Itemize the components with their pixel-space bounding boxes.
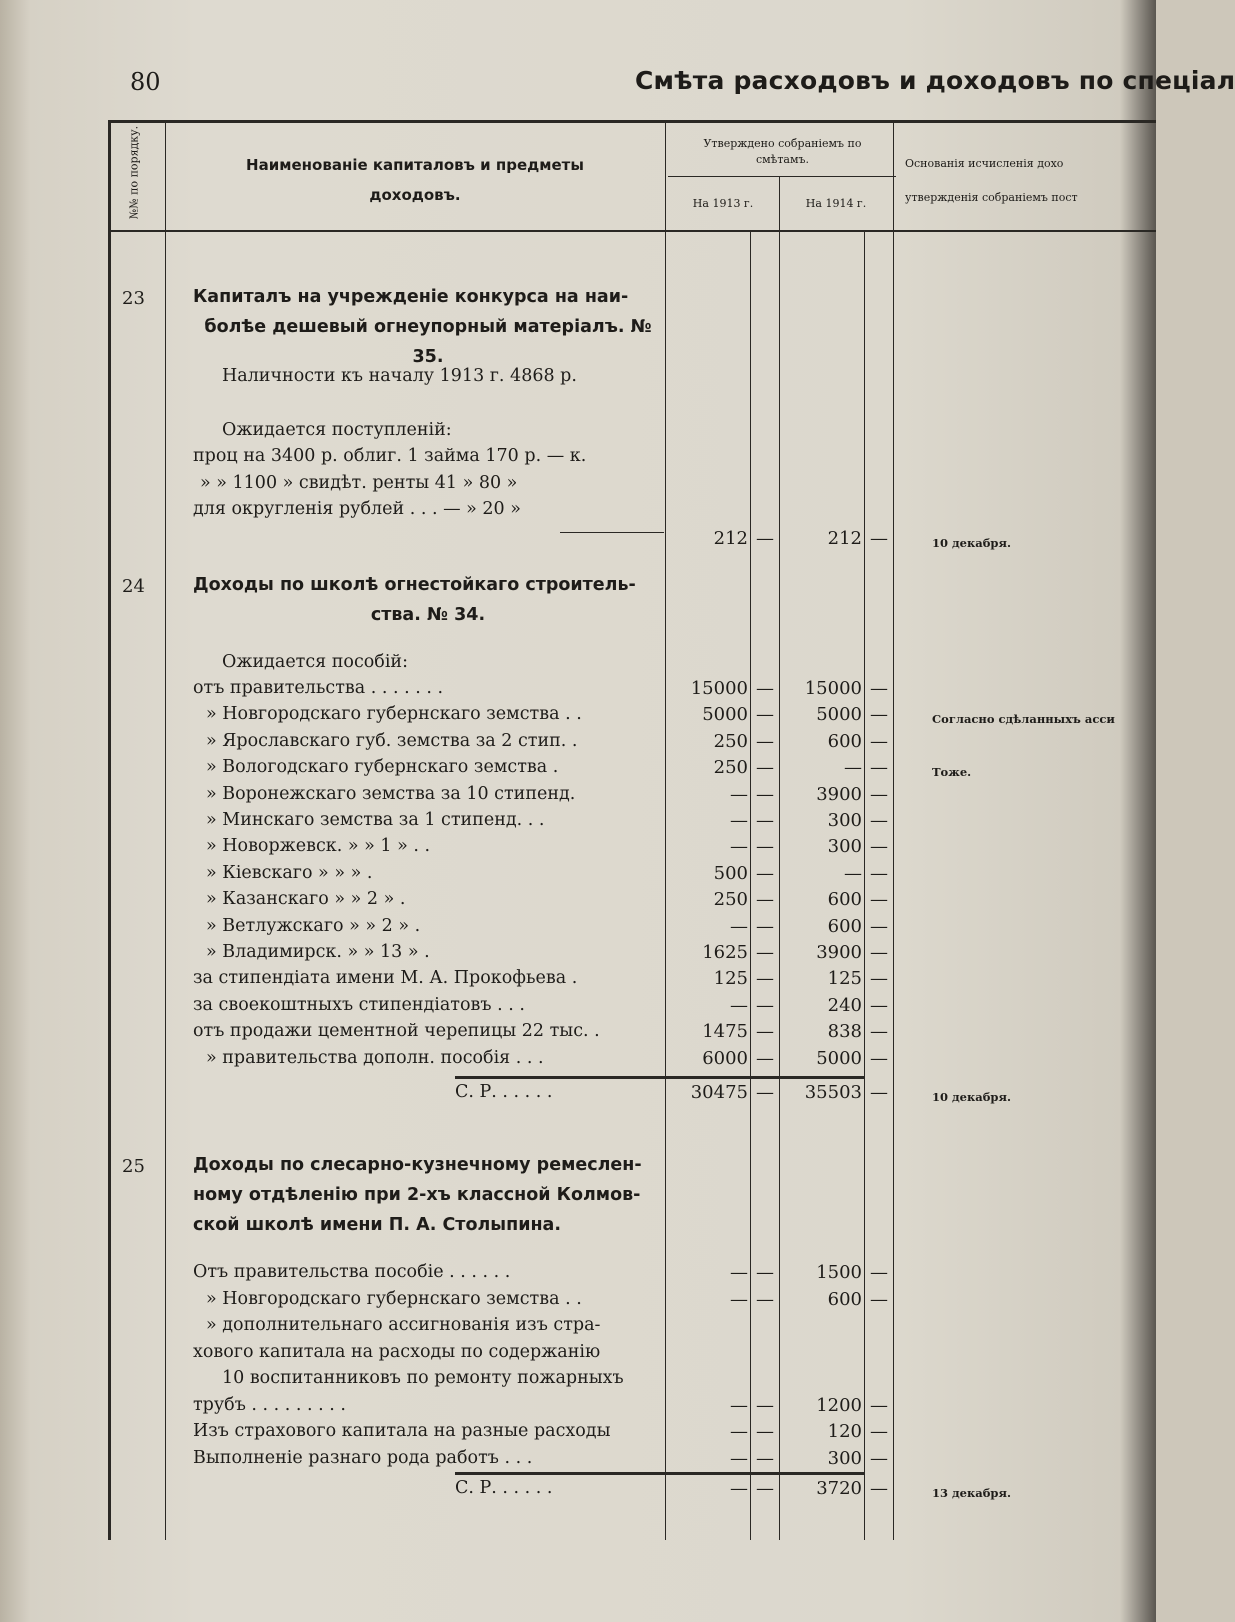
kop-dash: — — [756, 528, 774, 549]
value-1913: — — [730, 1447, 748, 1469]
kop-dash: — — [870, 1082, 888, 1103]
section-number: 24 — [122, 576, 145, 597]
value-1913: 1625 — [702, 942, 748, 963]
value-1914: 15000 — [804, 678, 862, 699]
section-number: 25 — [122, 1156, 145, 1177]
value-1914: 5000 — [816, 1047, 862, 1069]
table-top-rule — [108, 120, 1156, 123]
value-1913: 250 — [713, 730, 748, 752]
list-item: » Минскаго земства за 1 стипенд. . . — [206, 810, 545, 830]
value-1914: 3900 — [816, 942, 862, 963]
total-1913: 30475 — [690, 1082, 748, 1103]
value-1914: — — [844, 862, 862, 884]
kop-dash: — — [870, 730, 888, 752]
kop-dash: — — [870, 1262, 888, 1283]
basis-note: Согласно сдѣланныхъ асси — [932, 712, 1115, 727]
value-1913: 500 — [713, 862, 748, 884]
list-item: проц на 3400 р. облиг. 1 займа 170 р. — к. — [193, 446, 587, 466]
kop-dash: — — [756, 1447, 774, 1469]
kop-dash: — — [756, 704, 774, 726]
header-approved: Утверждено собраніемъ по смѣтамъ. — [703, 137, 862, 166]
kop-dash: — — [870, 994, 888, 1016]
col-rule-num — [165, 120, 166, 1540]
list-item: » Воронежскаго земства за 10 стипенд. — [206, 783, 576, 804]
kop-dash: — — [756, 1421, 774, 1442]
value-1914: 5000 — [816, 704, 862, 726]
value-1913: — — [730, 1394, 748, 1416]
kop-dash: — — [756, 1021, 774, 1043]
value-1913: 6000 — [702, 1047, 748, 1069]
list-item: Выполненіе разнаго рода работъ . . . — [193, 1447, 533, 1468]
total-1914: 212 — [827, 528, 862, 549]
kop-dash: — — [870, 889, 888, 911]
value-1913: 250 — [713, 757, 748, 779]
total-1914: 35503 — [804, 1082, 862, 1103]
section-number: 23 — [122, 288, 145, 309]
kop-dash: — — [756, 968, 774, 990]
kop-dash: — — [756, 836, 774, 858]
kop-dash: — — [756, 757, 774, 779]
value-1913: — — [730, 994, 748, 1016]
header-year-1913: На 1913 г. — [692, 197, 754, 210]
kop-dash: — — [756, 1394, 774, 1416]
kop-dash: — — [870, 1021, 888, 1043]
kop-dash: — — [870, 757, 888, 779]
value-1914: 300 — [827, 810, 862, 831]
value-1913: — — [730, 1288, 748, 1310]
value-1913: 250 — [713, 889, 748, 911]
kop-dash: — — [870, 1421, 888, 1442]
list-item: отъ правительства . . . . . . . — [193, 678, 444, 698]
value-1913: 15000 — [690, 678, 748, 699]
kop-dash: — — [756, 730, 774, 752]
kop-dash: — — [756, 810, 774, 831]
value-1913: 5000 — [702, 704, 748, 726]
list-item: 10 воспитанниковъ по ремонту пожарныхъ — [222, 1368, 624, 1388]
kop-dash: — — [870, 942, 888, 963]
list-item: » Новоржевск. » » 1 » . . — [206, 836, 431, 857]
value-1913: — — [730, 783, 748, 805]
list-item: » Новгородскаго губернскаго земства . . — [206, 1288, 582, 1309]
value-1914: 600 — [827, 1288, 862, 1310]
left-border — [108, 120, 111, 1540]
list-item: » Владимирск. » » 13 » . — [206, 942, 430, 962]
value-1914: 1500 — [816, 1262, 862, 1283]
col-rule-1914-kop — [864, 232, 865, 1540]
value-1913: 125 — [713, 968, 748, 990]
list-item: » правительства дополн. пособія . . . — [206, 1047, 544, 1068]
kop-dash: — — [870, 678, 888, 699]
kop-dash: — — [756, 1082, 774, 1103]
value-1914: 240 — [827, 994, 862, 1016]
kop-dash: — — [756, 1262, 774, 1283]
value-1914: 300 — [827, 836, 862, 858]
basis-note: 10 декабря. — [932, 536, 1011, 550]
value-1913: — — [730, 1262, 748, 1283]
value-1914: 838 — [827, 1021, 862, 1043]
list-item: хового капитала на расходы по содержанію — [193, 1341, 601, 1362]
kop-dash: — — [870, 915, 888, 937]
value-1913: 1475 — [702, 1021, 748, 1043]
subtotal-rule — [560, 532, 664, 533]
list-item: » дополнительнаго ассигнованія изъ стра- — [206, 1315, 601, 1335]
total-1914: 3720 — [816, 1478, 862, 1499]
sum-rule — [455, 1076, 865, 1079]
value-1913: — — [730, 915, 748, 937]
kop-dash: — — [756, 1047, 774, 1069]
kop-dash: — — [870, 810, 888, 831]
basis-note: 10 декабря. — [932, 1090, 1011, 1104]
basis-note: Тоже. — [932, 765, 972, 780]
col-rule-name — [665, 120, 666, 1540]
header-basis-1: Основанія исчисленія дохо — [905, 157, 1064, 170]
list-item: » Ярославскаго губ. земства за 2 стип. . — [206, 730, 578, 751]
sum-label: С. Р. . . . . . — [455, 1478, 553, 1498]
list-item: Наличности къ началу 1913 г. 4868 р. — [222, 366, 577, 386]
list-item: Ожидается поступленій: — [222, 420, 452, 440]
value-1913: — — [730, 836, 748, 858]
value-1914: 300 — [827, 1447, 862, 1469]
running-title: Смѣта расходовъ и доходовъ по спеціал — [635, 66, 1235, 95]
header-bottom-rule — [108, 230, 1156, 232]
value-1914: 120 — [827, 1421, 862, 1442]
list-item: Отъ правительства пособіе . . . . . . — [193, 1262, 511, 1282]
list-item: за стипендіата имени М. А. Прокофьева . — [193, 968, 578, 989]
year-split-rule — [668, 176, 896, 177]
kop-dash: — — [756, 889, 774, 911]
kop-dash: — — [756, 678, 774, 699]
kop-dash: — — [870, 528, 888, 549]
col-rule-1914 — [893, 120, 894, 1540]
list-item: трубъ . . . . . . . . . — [193, 1394, 346, 1415]
kop-dash: — — [870, 1047, 888, 1069]
basis-note: 13 декабря. — [932, 1486, 1011, 1500]
list-item: » » 1100 » свидѣт. ренты 41 » 80 » — [200, 473, 518, 493]
kop-dash: — — [756, 1478, 774, 1499]
list-item: » Вологодскаго губернскаго земства . — [206, 757, 559, 778]
kop-dash: — — [756, 862, 774, 884]
kop-dash: — — [870, 1478, 888, 1499]
kop-dash: — — [870, 783, 888, 805]
value-1914: — — [844, 757, 862, 779]
kop-dash: — — [870, 968, 888, 990]
kop-dash: — — [756, 783, 774, 805]
value-1913: — — [730, 810, 748, 831]
total-1913: 212 — [713, 528, 748, 549]
list-item: » Новгородскаго губернскаго земства . . — [206, 704, 582, 725]
sum-rule — [455, 1472, 865, 1475]
list-item: за своекоштныхъ стипендіатовъ . . . — [193, 994, 525, 1015]
list-item: » Ветлужскаго » » 2 » . — [206, 915, 421, 936]
kop-dash: — — [870, 862, 888, 884]
list-item: Ожидается пособій: — [222, 652, 408, 672]
value-1914: 1200 — [816, 1394, 862, 1416]
value-1914: 125 — [827, 968, 862, 990]
header-name-col: Наименованіе капиталовъ и предметы доходовъ. — [246, 156, 584, 204]
section-title: Капиталъ на учрежденіе конкурса на наи- болѣе дешевый огнеупорный матеріалъ. № 35. — [193, 287, 652, 367]
kop-dash: — — [756, 942, 774, 963]
header-year-1914: На 1914 г. — [805, 197, 867, 210]
list-item: Изъ страхового капитала на разные расходы — [193, 1421, 611, 1441]
list-item: отъ продажи цементной черепицы 22 тыс. . — [193, 1021, 600, 1042]
section-title: Доходы по слесарно-кузнечному ремеслен- ному отдѣленію при 2-хъ классной Колмов- ской школѣ имени П. А. Столыпина. — [193, 1155, 642, 1235]
kop-dash: — — [756, 994, 774, 1016]
col-rule-1913-kop — [750, 232, 751, 1540]
sum-label: С. Р. . . . . . — [455, 1082, 553, 1102]
header-basis-2: утвержденія собраніемъ пост — [905, 191, 1078, 204]
total-1913: — — [730, 1478, 748, 1499]
kop-dash: — — [870, 1394, 888, 1416]
value-1914: 600 — [827, 915, 862, 937]
kop-dash: — — [870, 1288, 888, 1310]
kop-dash: — — [870, 836, 888, 858]
list-item: » Казанскаго » » 2 » . — [206, 889, 406, 910]
value-1914: 600 — [827, 889, 862, 911]
kop-dash: — — [756, 915, 774, 937]
value-1914: 600 — [827, 730, 862, 752]
page-number: 80 — [130, 68, 161, 96]
value-1914: 3900 — [816, 783, 862, 805]
kop-dash: — — [870, 704, 888, 726]
kop-dash: — — [756, 1288, 774, 1310]
kop-dash: — — [870, 1447, 888, 1469]
value-1913: — — [730, 1421, 748, 1442]
list-item: для округленія рублей . . . — » 20 » — [193, 499, 521, 519]
col-rule-1913 — [779, 176, 780, 1540]
section-title: Доходы по школѣ огнестойкаго строитель- ства. № 34. — [193, 575, 636, 625]
list-item: » Кіевскаго » » » . — [206, 862, 373, 883]
header-num-col: №№ по порядку. — [127, 125, 141, 220]
